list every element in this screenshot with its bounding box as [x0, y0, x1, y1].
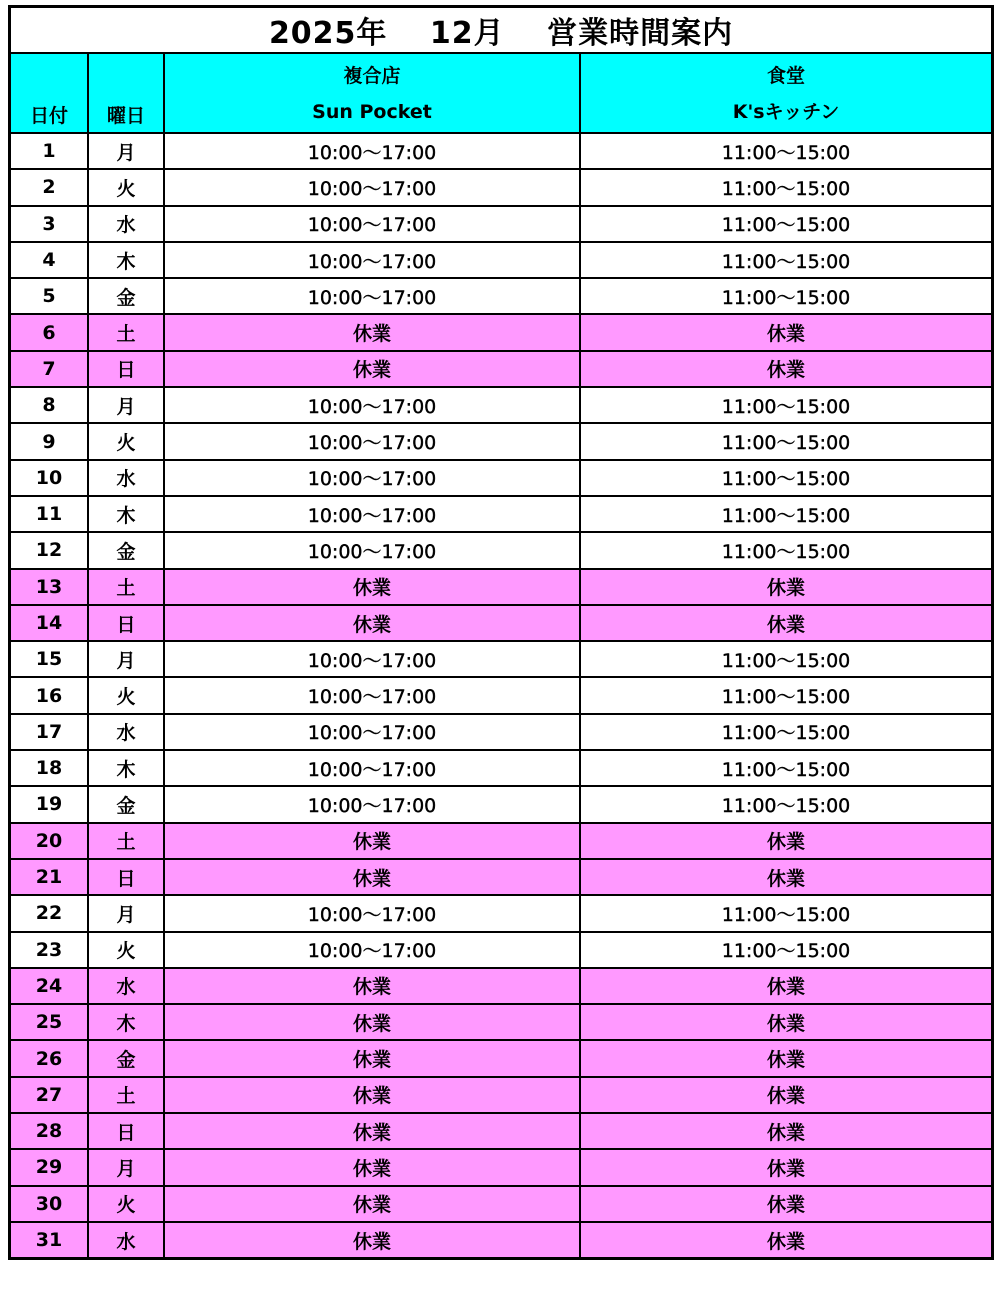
- diner-hours-cell: 休業: [580, 1077, 991, 1113]
- date-cell: 25: [11, 1004, 88, 1040]
- weekday-cell: 水: [88, 714, 164, 750]
- diner-hours-cell: 11:00～15:00: [580, 387, 991, 423]
- diner-hours-cell: 11:00～15:00: [580, 278, 991, 314]
- weekday-cell: 火: [88, 1186, 164, 1222]
- date-cell: 6: [11, 314, 88, 350]
- table-row: [11, 169, 991, 205]
- table-row: [11, 895, 991, 931]
- shop-hours-cell: 10:00～17:00: [164, 895, 580, 931]
- table-row: [11, 714, 991, 750]
- weekday-cell: 土: [88, 569, 164, 605]
- table-row: [11, 1113, 991, 1149]
- diner-hours-cell: 休業: [580, 859, 991, 895]
- weekday-cell: 火: [88, 423, 164, 459]
- date-cell: 4: [11, 242, 88, 278]
- shop-hours-cell: 10:00～17:00: [164, 786, 580, 822]
- date-cell: 9: [11, 423, 88, 459]
- shop-hours-cell: 10:00～17:00: [164, 532, 580, 568]
- shop-hours-cell: 10:00～17:00: [164, 496, 580, 532]
- date-cell: 7: [11, 351, 88, 387]
- weekday-cell: 日: [88, 859, 164, 895]
- diner-hours-cell: 休業: [580, 351, 991, 387]
- diner-hours-cell: 休業: [580, 314, 991, 350]
- shop-hours-cell: 10:00～17:00: [164, 133, 580, 169]
- table-row: [11, 496, 991, 532]
- weekday-cell: 金: [88, 278, 164, 314]
- weekday-cell: 木: [88, 496, 164, 532]
- table-row: [11, 1149, 991, 1185]
- shop-hours-cell: 10:00～17:00: [164, 714, 580, 750]
- date-cell: 27: [11, 1077, 88, 1113]
- date-cell: 31: [11, 1222, 88, 1257]
- weekday-cell: 木: [88, 750, 164, 786]
- date-cell: 10: [11, 460, 88, 496]
- table-row: [11, 387, 991, 423]
- header-diner-category: 食堂: [767, 65, 806, 87]
- date-cell: 24: [11, 968, 88, 1004]
- table-row: [11, 1186, 991, 1222]
- date-cell: 15: [11, 641, 88, 677]
- weekday-cell: 木: [88, 242, 164, 278]
- weekday-cell: 月: [88, 641, 164, 677]
- shop-hours-cell: 休業: [164, 823, 580, 859]
- shop-hours-cell: 10:00～17:00: [164, 460, 580, 496]
- table-row: [11, 1040, 991, 1076]
- diner-hours-cell: 休業: [580, 605, 991, 641]
- header-diner: [580, 53, 991, 133]
- date-cell: 28: [11, 1113, 88, 1149]
- header-weekday: 曜日: [88, 53, 164, 133]
- shop-hours-cell: 10:00～17:00: [164, 932, 580, 968]
- diner-hours-cell: 11:00～15:00: [580, 169, 991, 205]
- shop-hours-cell: 休業: [164, 569, 580, 605]
- weekday-cell: 月: [88, 895, 164, 931]
- header-diner-name: K'sキッチン: [732, 101, 840, 123]
- title-row: [11, 8, 991, 53]
- table-row: [11, 1077, 991, 1113]
- shop-hours-cell: 10:00～17:00: [164, 206, 580, 242]
- shop-hours-cell: 休業: [164, 605, 580, 641]
- header-row: [11, 53, 991, 133]
- header-date: 日付: [11, 53, 88, 133]
- shop-hours-cell: 10:00～17:00: [164, 423, 580, 459]
- table-row: [11, 1222, 991, 1257]
- diner-hours-cell: 休業: [580, 1040, 991, 1076]
- date-cell: 14: [11, 605, 88, 641]
- table-row: [11, 460, 991, 496]
- diner-hours-cell: 11:00～15:00: [580, 677, 991, 713]
- diner-hours-cell: 11:00～15:00: [580, 496, 991, 532]
- diner-hours-cell: 11:00～15:00: [580, 460, 991, 496]
- table-row: [11, 278, 991, 314]
- table-row: [11, 677, 991, 713]
- diner-hours-cell: 休業: [580, 1186, 991, 1222]
- weekday-cell: 金: [88, 786, 164, 822]
- table-row: [11, 750, 991, 786]
- date-cell: 16: [11, 677, 88, 713]
- shop-hours-cell: 休業: [164, 1077, 580, 1113]
- date-cell: 18: [11, 750, 88, 786]
- shop-hours-cell: 休業: [164, 859, 580, 895]
- diner-hours-cell: 11:00～15:00: [580, 532, 991, 568]
- header-shop-category: 複合店: [343, 65, 401, 87]
- date-cell: 8: [11, 387, 88, 423]
- table-row: [11, 823, 991, 859]
- diner-hours-cell: 11:00～15:00: [580, 206, 991, 242]
- shop-hours-cell: 休業: [164, 968, 580, 1004]
- shop-hours-cell: 10:00～17:00: [164, 387, 580, 423]
- shop-hours-cell: 10:00～17:00: [164, 242, 580, 278]
- date-cell: 11: [11, 496, 88, 532]
- date-cell: 3: [11, 206, 88, 242]
- diner-hours-cell: 11:00～15:00: [580, 786, 991, 822]
- date-cell: 12: [11, 532, 88, 568]
- diner-hours-cell: 休業: [580, 823, 991, 859]
- shop-hours-cell: 休業: [164, 1222, 580, 1257]
- weekday-cell: 金: [88, 532, 164, 568]
- date-cell: 13: [11, 569, 88, 605]
- date-cell: 1: [11, 133, 88, 169]
- table-row: [11, 1004, 991, 1040]
- shop-hours-cell: 休業: [164, 1040, 580, 1076]
- date-cell: 17: [11, 714, 88, 750]
- date-cell: 29: [11, 1149, 88, 1185]
- shop-hours-cell: 10:00～17:00: [164, 278, 580, 314]
- weekday-cell: 月: [88, 133, 164, 169]
- weekday-cell: 月: [88, 387, 164, 423]
- weekday-cell: 火: [88, 932, 164, 968]
- business-hours-table: [11, 8, 991, 1257]
- diner-hours-cell: 11:00～15:00: [580, 714, 991, 750]
- business-hours-sheet: [8, 5, 994, 1260]
- shop-hours-cell: 休業: [164, 1113, 580, 1149]
- diner-hours-cell: 休業: [580, 1149, 991, 1185]
- weekday-cell: 水: [88, 968, 164, 1004]
- header-shop: [164, 53, 580, 133]
- weekday-cell: 月: [88, 1149, 164, 1185]
- diner-hours-cell: 11:00～15:00: [580, 641, 991, 677]
- weekday-cell: 火: [88, 677, 164, 713]
- table-row: [11, 569, 991, 605]
- shop-hours-cell: 休業: [164, 1004, 580, 1040]
- table-row: [11, 859, 991, 895]
- weekday-cell: 水: [88, 1222, 164, 1257]
- table-row: [11, 968, 991, 1004]
- date-cell: 22: [11, 895, 88, 931]
- weekday-cell: 水: [88, 206, 164, 242]
- table-row: [11, 423, 991, 459]
- diner-hours-cell: 休業: [580, 1113, 991, 1149]
- diner-hours-cell: 休業: [580, 968, 991, 1004]
- diner-hours-cell: 休業: [580, 569, 991, 605]
- weekday-cell: 土: [88, 1077, 164, 1113]
- date-cell: 23: [11, 932, 88, 968]
- weekday-cell: 木: [88, 1004, 164, 1040]
- date-cell: 19: [11, 786, 88, 822]
- table-row: [11, 351, 991, 387]
- page-title: 2025年 12月 営業時間案内: [11, 8, 991, 53]
- weekday-cell: 土: [88, 314, 164, 350]
- shop-hours-cell: 10:00～17:00: [164, 641, 580, 677]
- date-cell: 2: [11, 169, 88, 205]
- table-row: [11, 242, 991, 278]
- diner-hours-cell: 11:00～15:00: [580, 750, 991, 786]
- weekday-cell: 日: [88, 351, 164, 387]
- diner-hours-cell: 11:00～15:00: [580, 133, 991, 169]
- diner-hours-cell: 11:00～15:00: [580, 932, 991, 968]
- table-row: [11, 314, 991, 350]
- shop-hours-cell: 休業: [164, 314, 580, 350]
- diner-hours-cell: 11:00～15:00: [580, 242, 991, 278]
- diner-hours-cell: 11:00～15:00: [580, 423, 991, 459]
- shop-hours-cell: 休業: [164, 351, 580, 387]
- table-row: [11, 133, 991, 169]
- table-row: [11, 932, 991, 968]
- diner-hours-cell: 休業: [580, 1222, 991, 1257]
- shop-hours-cell: 10:00～17:00: [164, 677, 580, 713]
- weekday-cell: 日: [88, 605, 164, 641]
- table-row: [11, 641, 991, 677]
- shop-hours-cell: 10:00～17:00: [164, 169, 580, 205]
- date-cell: 5: [11, 278, 88, 314]
- table-row: [11, 206, 991, 242]
- weekday-cell: 日: [88, 1113, 164, 1149]
- table-row: [11, 786, 991, 822]
- diner-hours-cell: 11:00～15:00: [580, 895, 991, 931]
- weekday-cell: 水: [88, 460, 164, 496]
- date-cell: 21: [11, 859, 88, 895]
- date-cell: 30: [11, 1186, 88, 1222]
- shop-hours-cell: 休業: [164, 1149, 580, 1185]
- date-cell: 20: [11, 823, 88, 859]
- weekday-cell: 金: [88, 1040, 164, 1076]
- table-row: [11, 605, 991, 641]
- shop-hours-cell: 10:00～17:00: [164, 750, 580, 786]
- weekday-cell: 土: [88, 823, 164, 859]
- weekday-cell: 火: [88, 169, 164, 205]
- shop-hours-cell: 休業: [164, 1186, 580, 1222]
- table-row: [11, 532, 991, 568]
- diner-hours-cell: 休業: [580, 1004, 991, 1040]
- header-shop-name: Sun Pocket: [312, 101, 432, 123]
- date-cell: 26: [11, 1040, 88, 1076]
